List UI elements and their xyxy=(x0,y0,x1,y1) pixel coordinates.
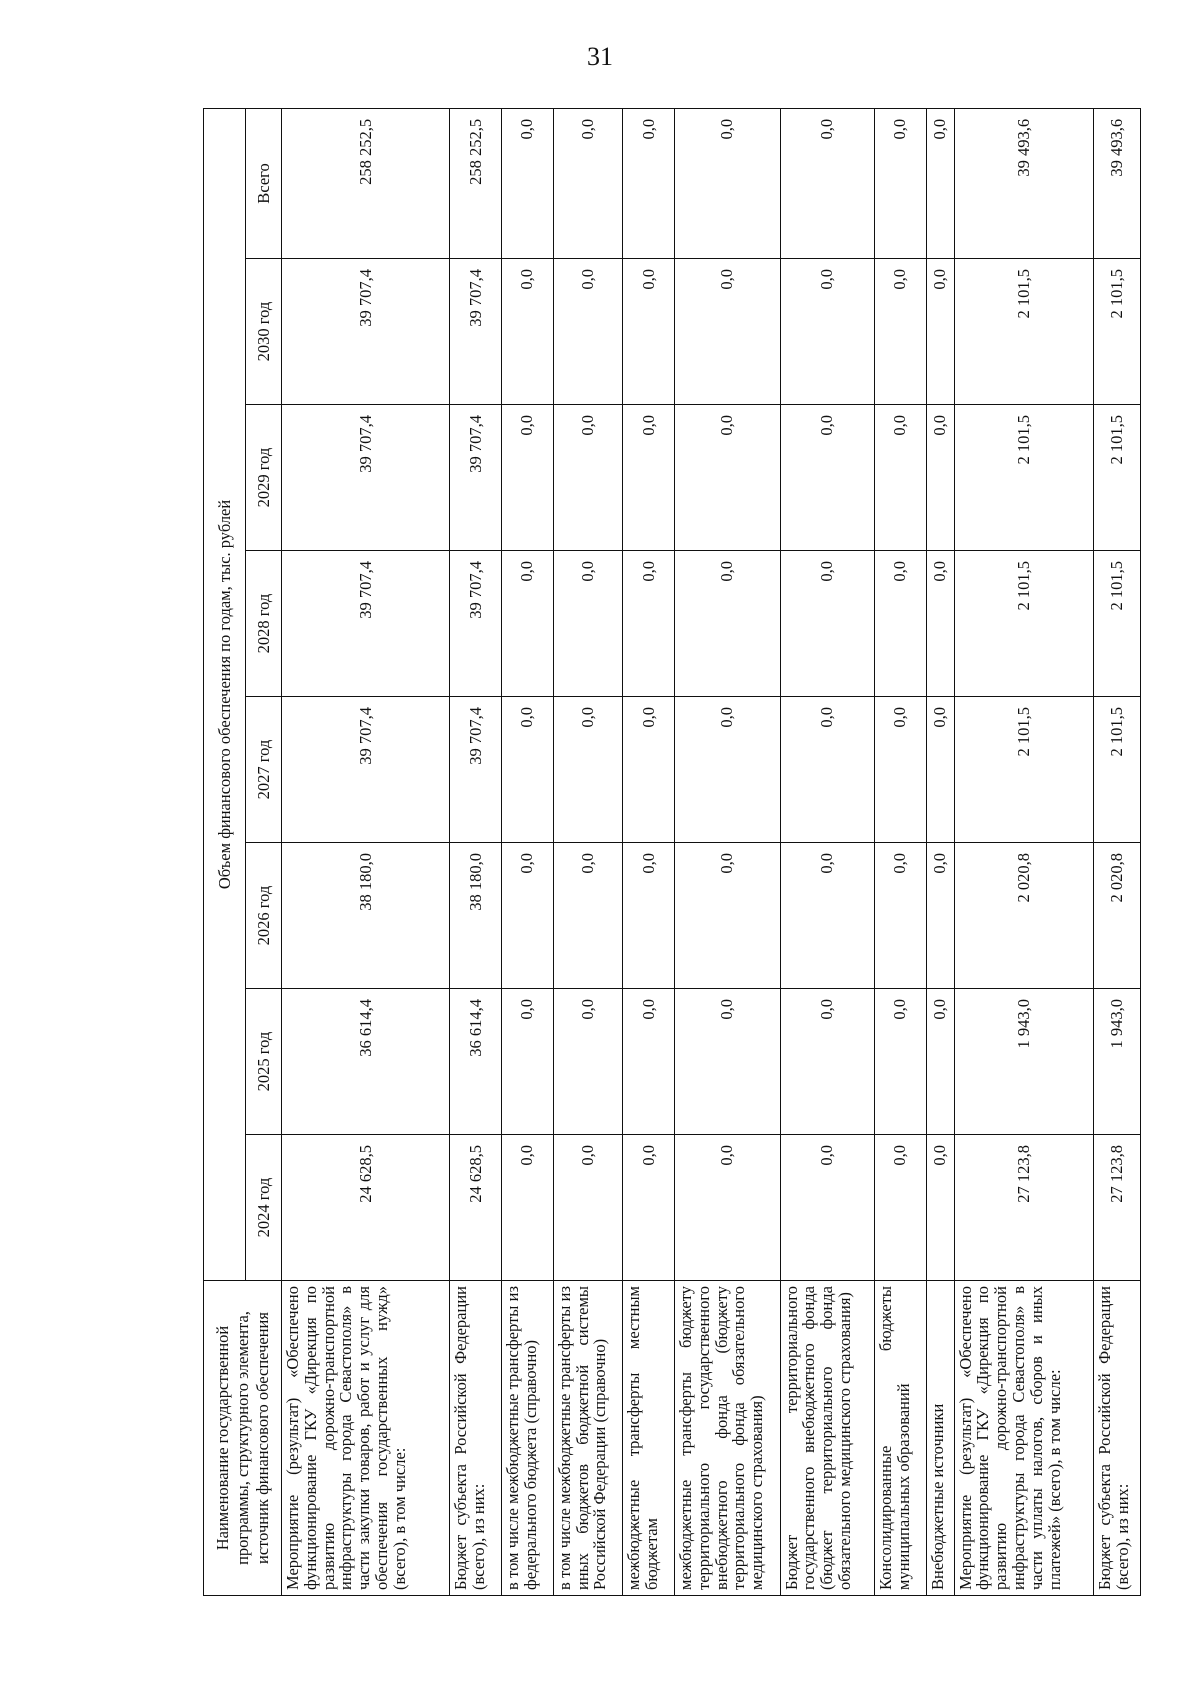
finance-table-container xyxy=(203,111,1141,1596)
year-value-cell: 0,0 xyxy=(874,551,926,697)
year-value-cell: 39 707,4 xyxy=(450,259,502,405)
row-label: Бюджет субъекта Российской Федерации (всего), из них: xyxy=(1093,1281,1140,1596)
year-header: 2026 год xyxy=(246,843,282,989)
year-value-cell: 39 707,4 xyxy=(450,405,502,551)
year-value-cell: 0,0 xyxy=(874,843,926,989)
year-value-cell: 0,0 xyxy=(780,697,874,843)
total-cell: 258 252,5 xyxy=(282,108,450,258)
year-value-cell: 0,0 xyxy=(623,405,675,551)
total-cell: 0,0 xyxy=(553,108,623,258)
page-number: 31 xyxy=(587,42,613,71)
year-value-cell: 2 101,5 xyxy=(954,697,1093,843)
table-row xyxy=(1093,108,1140,1595)
year-value-cell: 0,0 xyxy=(502,405,554,551)
table-row xyxy=(623,108,675,1595)
year-value-cell: 0,0 xyxy=(780,405,874,551)
table-row xyxy=(954,108,1093,1595)
table-body xyxy=(282,108,1141,1595)
year-value-cell: 2 101,5 xyxy=(1093,697,1140,843)
row-label: Внебюджетные источники xyxy=(926,1281,954,1596)
year-value-cell: 0,0 xyxy=(926,1135,954,1281)
table-row xyxy=(502,108,554,1595)
year-value-cell: 0,0 xyxy=(502,1135,554,1281)
year-value-cell: 0,0 xyxy=(926,405,954,551)
year-value-cell: 0,0 xyxy=(553,697,623,843)
year-value-cell: 0,0 xyxy=(780,989,874,1135)
year-value-cell: 0,0 xyxy=(780,1135,874,1281)
year-value-cell: 0,0 xyxy=(623,259,675,405)
year-value-cell: 2 101,5 xyxy=(954,259,1093,405)
year-value-cell: 0,0 xyxy=(674,259,780,405)
year-header: 2030 год xyxy=(246,259,282,405)
year-value-cell: 0,0 xyxy=(674,989,780,1135)
year-value-cell: 0,0 xyxy=(553,1135,623,1281)
year-value-cell: 0,0 xyxy=(502,259,554,405)
year-value-cell: 2 101,5 xyxy=(1093,551,1140,697)
year-value-cell: 0,0 xyxy=(502,697,554,843)
year-value-cell: 0,0 xyxy=(780,259,874,405)
year-header: 2024 год xyxy=(246,1135,282,1281)
year-value-cell: 1 943,0 xyxy=(954,989,1093,1135)
year-value-cell: 0,0 xyxy=(623,1135,675,1281)
year-value-cell: 39 707,4 xyxy=(450,551,502,697)
total-cell: 0,0 xyxy=(623,108,675,258)
year-value-cell: 2 020,8 xyxy=(1093,843,1140,989)
year-header: 2027 год xyxy=(246,697,282,843)
year-value-cell: 0,0 xyxy=(926,551,954,697)
year-value-cell: 2 101,5 xyxy=(1093,405,1140,551)
year-header: 2028 год xyxy=(246,551,282,697)
year-value-cell: 0,0 xyxy=(926,843,954,989)
table-row xyxy=(450,108,502,1595)
year-value-cell: 39 707,4 xyxy=(282,551,450,697)
total-cell: 0,0 xyxy=(874,108,926,258)
table-row xyxy=(874,108,926,1595)
year-value-cell: 0,0 xyxy=(874,1135,926,1281)
funding-group-header: Объем финансового обеспечения по годам, тыс. рублей xyxy=(204,108,246,1280)
year-value-cell: 0,0 xyxy=(623,843,675,989)
year-value-cell: 0,0 xyxy=(623,697,675,843)
row-label: межбюджетные трансферты бюджету территориального государственного внебюджетного фонда (бюджету территориального фонда обязательного медицинского страхования) xyxy=(674,1281,780,1596)
total-cell: 39 493,6 xyxy=(954,108,1093,258)
year-value-cell: 0,0 xyxy=(553,989,623,1135)
year-value-cell: 0,0 xyxy=(674,843,780,989)
year-value-cell: 0,0 xyxy=(623,989,675,1135)
year-value-cell: 0,0 xyxy=(674,551,780,697)
table-row xyxy=(780,108,874,1595)
year-value-cell: 0,0 xyxy=(502,843,554,989)
year-value-cell: 38 180,0 xyxy=(450,843,502,989)
year-value-cell: 2 101,5 xyxy=(954,405,1093,551)
year-value-cell: 38 180,0 xyxy=(282,843,450,989)
year-value-cell: 0,0 xyxy=(780,551,874,697)
year-value-cell: 39 707,4 xyxy=(282,697,450,843)
year-value-cell: 0,0 xyxy=(926,259,954,405)
year-value-cell: 2 101,5 xyxy=(954,551,1093,697)
table-row xyxy=(553,108,623,1595)
row-label: в том числе межбюджетные трансферты из федерального бюджета (справочно) xyxy=(502,1281,554,1596)
year-value-cell: 36 614,4 xyxy=(282,989,450,1135)
name-column-header: Наименование государственной программы, структурного элемента, источник финансового обеспечения xyxy=(204,1281,282,1596)
year-value-cell: 0,0 xyxy=(623,551,675,697)
row-label: Бюджет субъекта Российской Федерации (всего), из них: xyxy=(450,1281,502,1596)
year-value-cell: 0,0 xyxy=(674,405,780,551)
year-value-cell: 39 707,4 xyxy=(282,259,450,405)
total-header: Всего xyxy=(246,108,282,258)
year-value-cell: 1 943,0 xyxy=(1093,989,1140,1135)
year-value-cell: 0,0 xyxy=(780,843,874,989)
year-header: 2025 год xyxy=(246,989,282,1135)
finance-table xyxy=(203,108,1141,1596)
table-row xyxy=(282,108,450,1595)
row-label: Бюджет территориального государственного внебюджетного фонда (бюджет территориального фонда обязательного медицинского страхования) xyxy=(780,1281,874,1596)
year-value-cell: 0,0 xyxy=(674,1135,780,1281)
year-value-cell: 0,0 xyxy=(926,989,954,1135)
year-value-cell: 0,0 xyxy=(874,405,926,551)
year-value-cell: 27 123,8 xyxy=(954,1135,1093,1281)
year-value-cell: 39 707,4 xyxy=(450,697,502,843)
row-label: межбюджетные трансферты местным бюджетам xyxy=(623,1281,675,1596)
row-label: в том числе межбюджетные трансферты из иных бюджетов бюджетной системы Российской Федерации (справочно) xyxy=(553,1281,623,1596)
table-row xyxy=(926,108,954,1595)
year-header: 2029 год xyxy=(246,405,282,551)
year-value-cell: 0,0 xyxy=(674,697,780,843)
year-value-cell: 0,0 xyxy=(502,989,554,1135)
year-value-cell: 27 123,8 xyxy=(1093,1135,1140,1281)
year-value-cell: 0,0 xyxy=(926,697,954,843)
year-value-cell: 0,0 xyxy=(874,989,926,1135)
row-label: Консолидированные бюджеты муниципальных образований xyxy=(874,1281,926,1596)
table-row xyxy=(674,108,780,1595)
row-label: Мероприятие (результат) «Обеспечено функционирование ГКУ «Дирекция по развитию дорожно-транспортной инфраструктуры города Севастополя» в части уплаты налогов, сборов и иных платежей» (всего), в том числе: xyxy=(954,1281,1093,1596)
year-value-cell: 0,0 xyxy=(502,551,554,697)
year-value-cell: 0,0 xyxy=(874,697,926,843)
year-value-cell: 0,0 xyxy=(553,259,623,405)
total-cell: 258 252,5 xyxy=(450,108,502,258)
year-value-cell: 2 020,8 xyxy=(954,843,1093,989)
total-cell: 39 493,6 xyxy=(1093,108,1140,258)
year-value-cell: 0,0 xyxy=(553,405,623,551)
year-value-cell: 36 614,4 xyxy=(450,989,502,1135)
total-cell: 0,0 xyxy=(780,108,874,258)
total-cell: 0,0 xyxy=(674,108,780,258)
year-value-cell: 0,0 xyxy=(553,551,623,697)
year-value-cell: 24 628,5 xyxy=(282,1135,450,1281)
year-value-cell: 39 707,4 xyxy=(282,405,450,551)
year-value-cell: 0,0 xyxy=(874,259,926,405)
year-value-cell: 2 101,5 xyxy=(1093,259,1140,405)
total-cell: 0,0 xyxy=(926,108,954,258)
total-cell: 0,0 xyxy=(502,108,554,258)
year-value-cell: 0,0 xyxy=(553,843,623,989)
row-label: Мероприятие (результат) «Обеспечено функционирование ГКУ «Дирекция по развитию дорожно-транспортной инфраструктуры города Севастополя» в части закупки товаров, работ и услуг для обеспечения государственных нужд» (всего), в том числе: xyxy=(282,1281,450,1596)
year-value-cell: 24 628,5 xyxy=(450,1135,502,1281)
